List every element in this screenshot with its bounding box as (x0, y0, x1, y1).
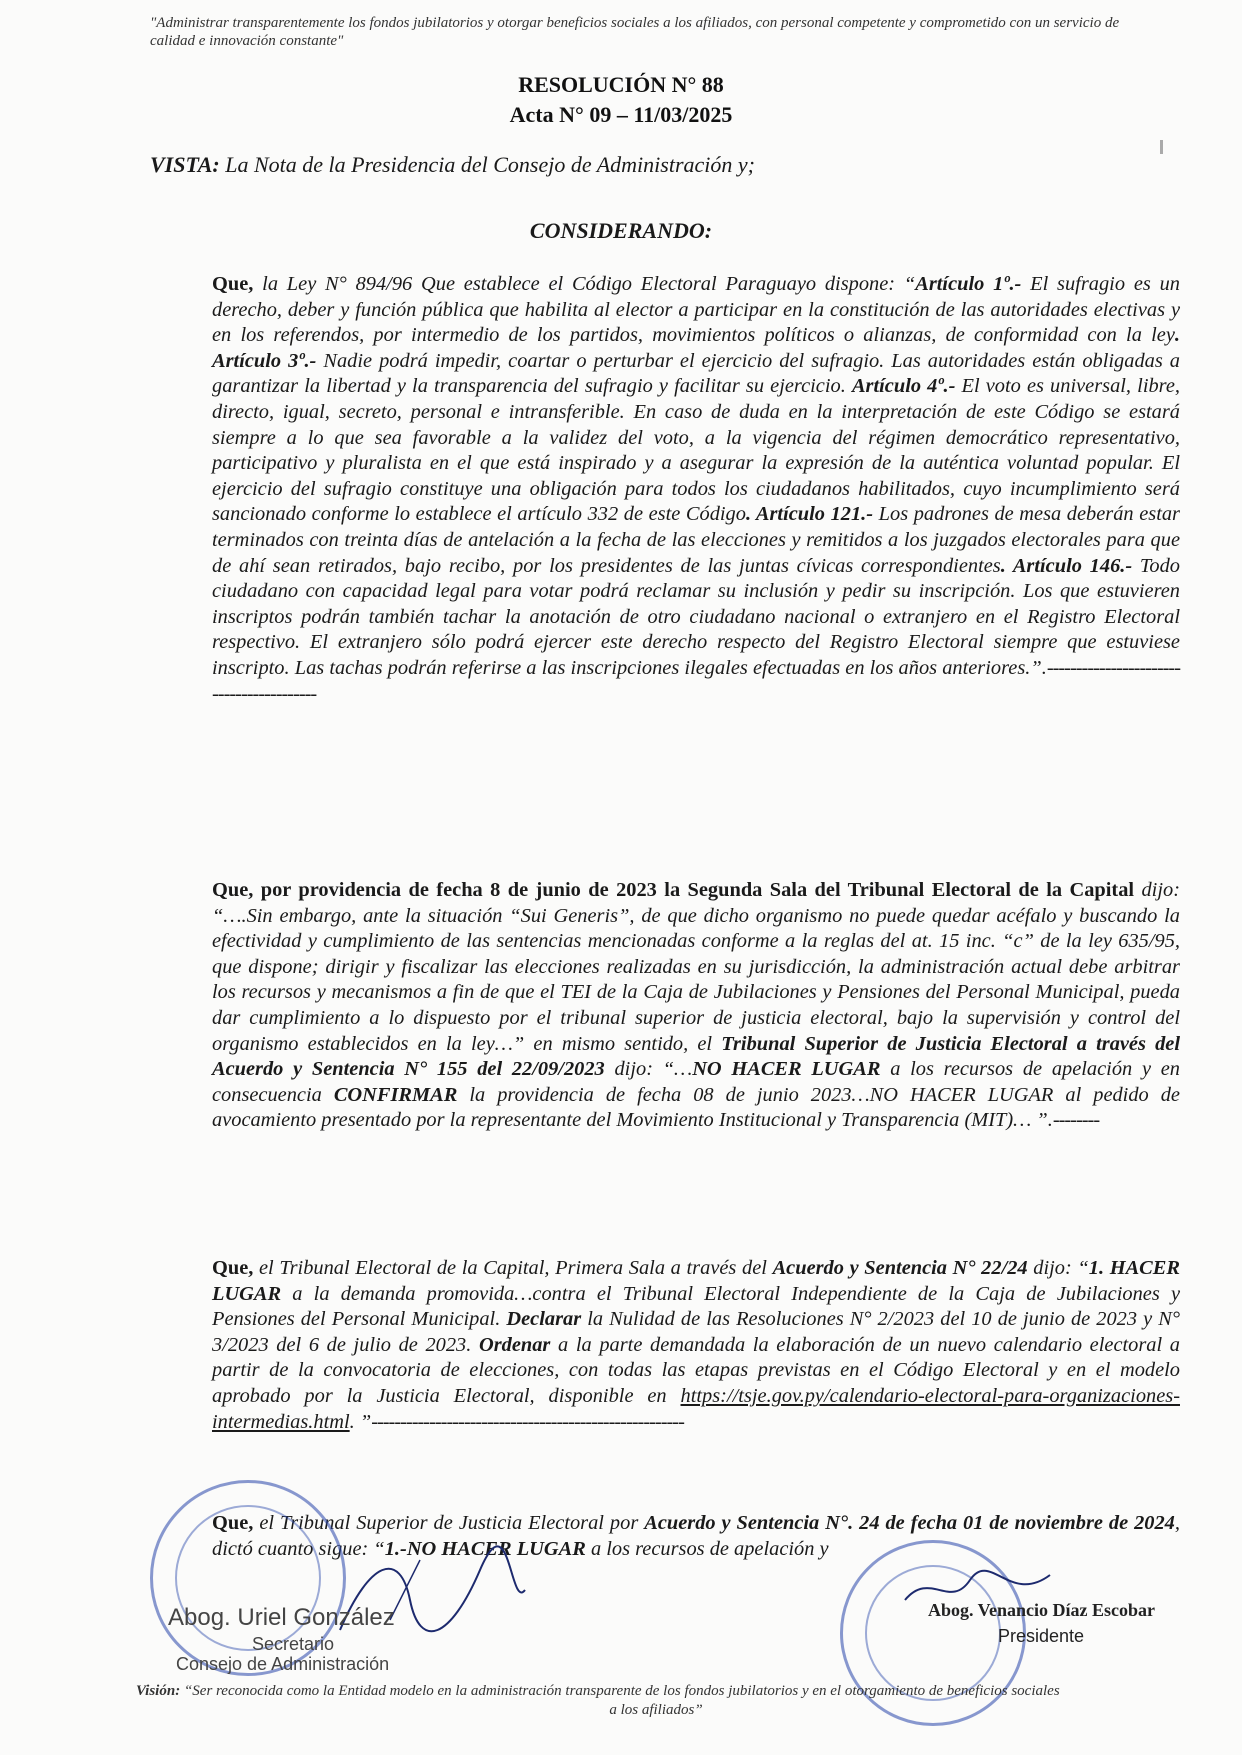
margin-mark (1160, 140, 1163, 154)
dash-fill: -------- (1052, 1109, 1100, 1132)
text-run: el Tribunal Electoral de la Capital, Primera Sala a través del (253, 1257, 773, 1279)
paragraph-lead: Que, por providencia de fecha 8 de junio de 2023 la Segunda Sala del Tribunal Electoral de la Capital (212, 879, 1135, 901)
dash-fill: ------------------------------------------------------ (371, 1410, 684, 1433)
text-run: , dictó cuanto sigue: “ (212, 1512, 1180, 1560)
text-run: dijo: “… (604, 1058, 693, 1081)
text-run: a la parte demandada la elaboración de un nuevo calendario electoral a partir de la convocatoria de elecciones, con todas las etapas previstas en el Código Electoral y en el modelo aprobado por la Justicia Electoral, disponible en (212, 1333, 1180, 1407)
text-run: . ” (349, 1410, 372, 1433)
calendar-link[interactable]: https://tsje.gov.py/calendario-electoral-para-organizaciones-intermedias.html (212, 1384, 1180, 1433)
bold-run: Tribunal Superior de Justicia Electoral a través del Acuerdo y Sentencia N° 155 del 22/09/2023 (212, 1032, 1180, 1081)
text-run: El voto es universal, libre, directo, igual, secreto, personal e intransferible. En caso de duda en la interpretación de este Código se estará siempre a lo que sea favorable a la validez del voto, a la vigencia del régimen democrático representativo, participativo y pluralista en el que está inspirado y a asegurar la expresión de la auténtica voluntad popular. El ejercicio del sufragio constituye una obligación para todos los ciudadanos habilitados, cuyo incumplimiento será sancionado conforme lo establece el artículo 332 de este Código (212, 375, 1180, 526)
bold-run: 1.-NO HACER LUGAR (384, 1537, 586, 1560)
header-mission-statement: "Administrar transparentemente los fondos jubilatorios y otorgar beneficios sociales a los afiliados, con personal competente y comprometido con un servicio de calidad e innovación constante" (150, 15, 1120, 49)
vista-label: VISTA: (150, 152, 220, 177)
text-run: la providencia de fecha 08 de junio 2023…NO HACER LUGAR al pedido de avocamiento presentado por la representante del Movimiento Institucional y Transparencia (MIT)… ”. (212, 1083, 1180, 1132)
paragraph-ley-894 (212, 272, 1180, 707)
bold-run: NO HACER LUGAR (692, 1058, 881, 1081)
text-run: El sufragio es un derecho, deber y función pública que habilita al elector a participar en la constitución de las autoridades electivas y en los referendos, por intermedio de los partidos, movimientos políticos o alianzas, de conformidad con la ley (212, 273, 1180, 347)
text-run: a los recursos de apelación y (585, 1537, 829, 1560)
text-run: Los padrones de mesa deberán estar terminados con treinta días de antelación a la fecha de las elecciones y remitidos a los juzgados electorales para que de ahí sean retirados, bajo recibo, por los presidentes de las juntas cívicas correspondientes (212, 503, 1180, 577)
footer-vision (136, 1682, 1176, 1720)
bold-run: 1. HACER LUGAR (212, 1257, 1180, 1305)
text-run: a los recursos de apelación y en consecuencia (212, 1058, 1180, 1106)
paragraph-acuerdo-22-24 (212, 1256, 1180, 1435)
vision-label: Visión: (136, 1683, 181, 1699)
article-ref: . Artículo 146.- (1000, 554, 1133, 577)
bold-run: Acuerdo y Sentencia N°. 24 de fecha 01 de noviembre de 2024 (644, 1512, 1175, 1534)
article-ref: . Artículo 3º.- (212, 324, 1180, 372)
bold-run: CONFIRMAR (333, 1083, 458, 1106)
vista-line (150, 152, 755, 178)
secretary-role: Secretario (252, 1634, 335, 1654)
text-run: la Ley N° 894/96 Que establece el Código Electoral Paraguayo dispone: “ (253, 273, 916, 295)
president-name: Abog. Venancio Díaz Escobar (928, 1600, 1156, 1620)
secretary-name: Abog. Uriel González (168, 1604, 395, 1631)
text-run: a la demanda promovida…contra el Tribunal Electoral Independiente de la Caja de Jubilaciones y Pensiones del Personal Municipal. (212, 1282, 1180, 1331)
secretary-signature-icon (330, 1540, 530, 1650)
text-run: el Tribunal Superior de Justicia Electoral por (253, 1512, 645, 1534)
considerando-heading: CONSIDERANDO: (529, 218, 713, 243)
vista-text: La Nota de la Presidencia del Consejo de Administración y; (219, 152, 755, 177)
president-role: Presidente (998, 1626, 1085, 1646)
paragraph-lead: Que, (212, 273, 254, 295)
secretary-body: Consejo de Administración (176, 1654, 390, 1674)
paragraph-lead: Que, (212, 1257, 254, 1279)
text-run: la Nulidad de las Resoluciones N° 2/2023 del 10 de junio de 2023 y N° 3/2023 del 6 de julio de 2023. (212, 1308, 1180, 1356)
article-ref: Artículo 4º.- (851, 375, 956, 398)
resolution-title: RESOLUCIÓN N° 88 (518, 72, 724, 97)
bold-run: Declarar (506, 1308, 582, 1331)
article-ref: Artículo 1º.- (915, 273, 1022, 295)
text-run: dijo: “ (1027, 1257, 1089, 1279)
vision-line-1: “Ser reconocida como la Entidad modelo en la administración transparente de los fondos jubilatorios y en el otorgamiento de beneficios sociales (180, 1683, 1060, 1699)
vision-line-2: a los afiliados” (609, 1702, 703, 1718)
text-run: Todo ciudadano con capacidad legal para votar podrá reclamar su inclusión y pedir su inscripción. Los que estuvieren inscriptos podrán también tachar la anotación de otro ciudadano nacional o extranjero en el Registro Electoral respectivo. El extranjero sólo podrá ejercer este derecho respecto del Registro Electoral siempre que estuviese inscripto. Las tachas podrán referirse a las inscripciones ilegales efectuadas en los años anteriores.”. (212, 554, 1180, 679)
paragraph-providencia (212, 878, 1180, 1134)
acta-subtitle: Acta N° 09 – 11/03/2025 (509, 102, 733, 127)
bold-run: Acuerdo y Sentencia N° 22/24 (772, 1257, 1028, 1279)
text-run: Nadie podrá impedir, coartar o perturbar el ejercicio del sufragio. Las autoridades están obligadas a garantizar la libertad y la transparencia del sufragio y facilitar su ejercicio. (212, 349, 1180, 398)
bold-run: Ordenar (478, 1333, 551, 1356)
dash-fill: ----------------------------------------- (212, 656, 1180, 705)
paragraph-lead: Que, (212, 1512, 254, 1534)
text-run: dijo: “….Sin embargo, ante la situación “Sui Generis”, de que dicho organismo no puede quedar acéfalo y buscando la efectividad y cumplimiento de las sentencias mencionadas conforme a la reglas del at. 15 inc. “c” de la ley 635/95, que dispone; dirigir y fiscalizar las elecciones realizadas en su jurisdicción, la administración actual debe arbitrar los recursos y mecanismos a fin de que el TEI de la Caja de Jubilaciones y Pensiones del Personal Municipal, pueda dar cumplimiento a lo dispuesto por el tribunal superior de justicia electoral, bajo la supervisión y control del organismo establecidos en la ley…” en mismo sentido, el (212, 879, 1180, 1055)
article-ref: . Artículo 121.- (745, 503, 874, 526)
